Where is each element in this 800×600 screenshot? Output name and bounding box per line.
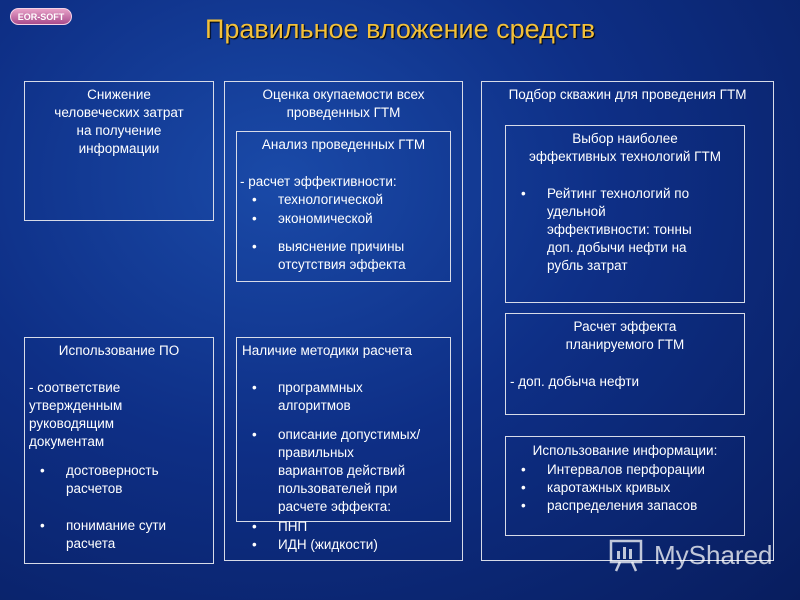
box-technology-choice: Выбор наиболее эффективных технологий ГТМ Рейтинг технологий по удельной эффективности: тонны доп. добычи нефти на рубль затрат	[505, 125, 745, 303]
box-calculation-methods: Наличие методики расчета программных алгоритмов описание допустимых/ правильных вариантов действий пользователей при расчете эффекта: ПНП ИДН (жидкости)	[236, 337, 451, 522]
cost-reduction-line: Снижение	[87, 87, 151, 102]
box-gtm-analysis: Анализ проведенных ГТМ - расчет эффективности: технологической экономической выяснение причины отсутствия эффекта	[236, 131, 451, 282]
effect-heading: Расчет эффекта	[573, 319, 677, 334]
well-selection-heading: Подбор скважин для проведения ГТМ	[508, 87, 747, 102]
choice-heading: Выбор наиболее	[572, 131, 678, 146]
analysis-heading: Анализ проведенных ГТМ	[261, 137, 426, 152]
software-use-heading: Использование ПО	[58, 343, 180, 358]
software-dash-line: утвержденным	[29, 398, 123, 413]
cost-reduction-line: информации	[78, 141, 160, 156]
effect-dash: - доп. добыча нефти	[510, 374, 640, 389]
software-dash-line: - соответствие	[29, 380, 121, 395]
presentation-board-icon	[608, 536, 646, 574]
info-heading: Использование информации:	[532, 443, 718, 458]
choice-heading: эффективных технологий ГТМ	[529, 149, 721, 164]
page-title: Правильное вложение средств	[204, 14, 596, 44]
cost-reduction-line: на получение	[76, 123, 162, 138]
cost-reduction-line: человеческих затрат	[54, 105, 184, 120]
box-software-use: Использование ПО - соответствие утвержденным руководящим документам достоверность расчетов понимание сути расчета	[24, 337, 214, 564]
payback-heading: проведенных ГТМ	[286, 105, 401, 120]
software-dash-line: руководящим	[29, 416, 115, 431]
box-cost-reduction	[24, 81, 214, 221]
box-information-use: Использование информации: Интервалов перфорации каротажных кривых распределения запасов	[505, 436, 745, 536]
methods-heading: Наличие методики расчета	[242, 343, 412, 358]
eor-soft-logo: EOR-SOFT	[10, 8, 72, 25]
effect-heading: планируемого ГТМ	[565, 337, 685, 352]
analysis-dash: - расчет эффективности:	[240, 174, 397, 189]
myshared-watermark: MyShared	[608, 536, 788, 576]
box-effect-calculation	[505, 313, 745, 415]
payback-heading: Оценка окупаемости всех	[262, 87, 425, 102]
software-dash-line: документам	[29, 434, 105, 449]
